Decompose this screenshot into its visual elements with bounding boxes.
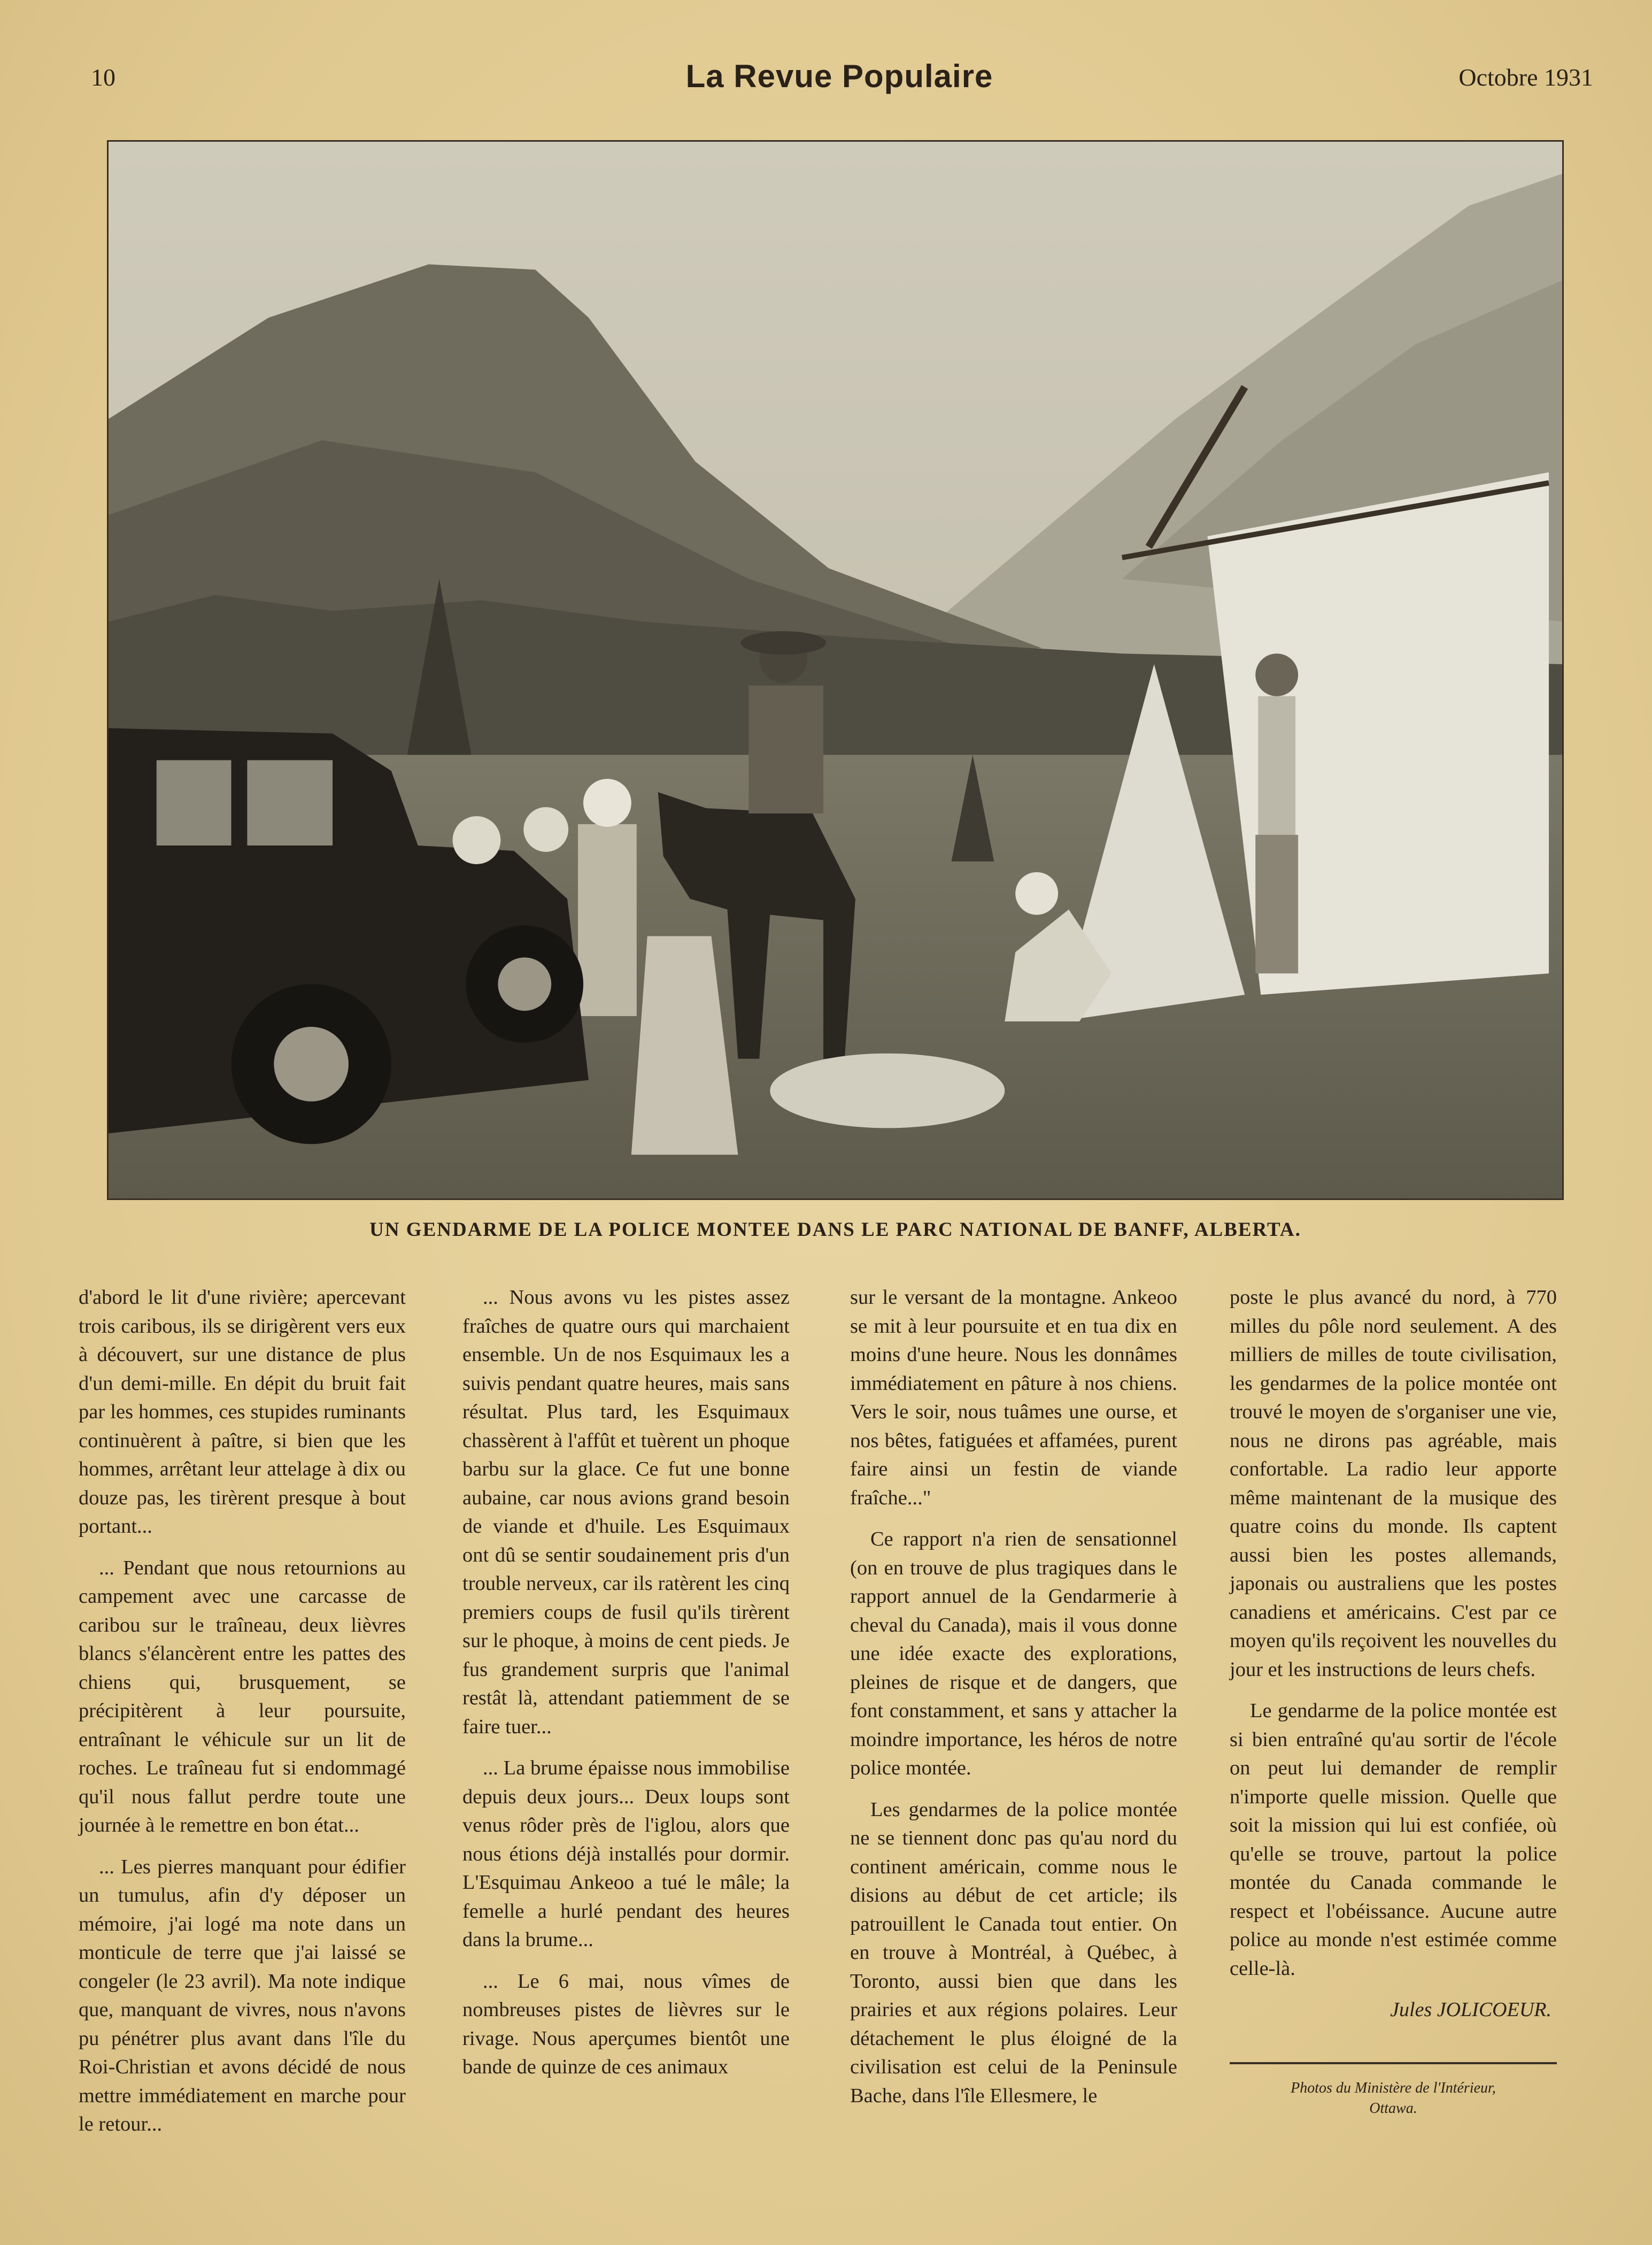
- paragraph: d'abord le lit d'une rivière; apercevant trois caribous, ils se dirigèrent vers eux à découvert, sur une distance de plus d'un demi-mille. En dépit du bruit fait par les hommes, ces stupides ruminants continuèrent à paître, si bien que les hommes, arrêtant leur attelage à dix ou douze pas, les tirèrent presque à bout portant...: [79, 1286, 406, 1537]
- paragraph: ... Pendant que nous retournions au campement avec une carcasse de caribou sur le traîneau, deux lièvres blancs s'élancèrent entre les pattes des chiens qui, brusquement, se précipitèrent à leur poursuite, entraînant le véhicule sur un lit de roches. Le traîneau fut si endommagé qu'il nous fallut perdre toute une journée à le remettre en bon état...: [79, 1556, 406, 1836]
- paragraph: ... Les pierres manquant pour édifier un tumulus, afin d'y déposer un mémoire, j'ai logé ma note dans un monticule de terre que j'ai laissé se congeler (le 23 avril). Ma note indique que, manquant de vivres, nous n'avons pu pénétrer plus avant dans l'île du Roi-Christian et avons décidé de nous mettre immédiatement en marche pour le retour...: [79, 1855, 406, 2135]
- paragraph: poste le plus avancé du nord, à 770 milles du pôle nord seulement. A des milliers de milles de toute civilisation, les gendarmes de la police montée ont trouvé le moyen de s'organiser une vie, nous ne dirons pas agréable, mais confortable. La radio leur apporte même maintenant de la musique des quatre coins du monde. Ils captent aussi bien les postes allemands, japonais ou australiens que les postes canadiens et américains. C'est par ce moyen qu'ils reçoivent les nouvelles du jour et les instructions de leurs chefs.: [1230, 1286, 1557, 1681]
- issue-date: Octobre 1931: [1458, 64, 1593, 91]
- paragraph: sur le versant de la montagne. Ankeoo se mit à leur poursuite et en tua dix en moins d'une heure. Nous les donnâmes immédiatement en pâture à nos chiens. Vers le soir, nous tuâmes une ourse, et nos bêtes, fatiguées et affamées, purent faire ainsi un festin de viande fraîche...": [850, 1286, 1177, 1509]
- photo-banff-campsite: [107, 140, 1564, 1200]
- running-head: [86, 58, 1593, 101]
- paragraph: ... Le 6 mai, nous vîmes de nombreuses pistes de lièvres sur le rivage. Nous aperçumes bientôt une bande de quinze de ces animaux: [462, 1970, 790, 2078]
- article-column-1: [79, 1283, 406, 2152]
- photo-credit: [1230, 2078, 1557, 2119]
- paragraph: ... La brume épaisse nous immobilise depuis deux jours... Deux loups sont venus rôder près de l'iglou, alors que nous étions déjà installés pour dormir. L'Esquimau Ankeoo a tué le mâle; la femelle a hurlé pendant des heures dans la brume...: [462, 1757, 790, 1951]
- article-column-3: [850, 1283, 1177, 2123]
- page-number: 10: [91, 64, 115, 91]
- magazine-title: La Revue Populaire: [685, 58, 993, 94]
- photo-credit-line: Photos du Ministère de l'Intérieur,: [1291, 2079, 1496, 2096]
- paragraph: ... Nous avons vu les pistes assez fraîches de quatre ours qui marchaient ensemble. Un de nos Esquimaux les a suivis pendant quatre heures, mais sans résultat. Plus tard, les Esquimaux chassèrent à l'affût et tuèrent un phoque barbu sur la glace. Ce fut une bonne aubaine, car nous avions grand besoin de viande et d'huile. Les Esquimaux ont dû se sentir soudainement pris d'un trouble nerveux, car ils ratèrent les cinq premiers coups de fusil qu'ils tirèrent sur le phoque, à moins de cent pieds. Je fus grandement surpris que l'animal restât là, attendant patiemment de se faire tuer...: [462, 1286, 790, 1738]
- author-signature: Jules JOLICOEUR.: [1390, 1998, 1551, 2021]
- photo-credit-line: Ottawa.: [1369, 2100, 1417, 2117]
- article-column-2: [462, 1283, 790, 2095]
- photo-illustration: [109, 142, 1562, 1198]
- paragraph: Les gendarmes de la police montée ne se tiennent donc pas qu'au nord du continent américain, comme nous le disions au début de cet article; ils patrouillent le Canada tout entier. On en trouve à Montréal, à Québec, à Toronto, aussi bien que dans les prairies et aux régions polaires. Leur détachement le plus éloigné de la civilisation est celui de la Peninsule Bache, dans l'île Ellesmere, le: [850, 1798, 1177, 2107]
- paragraph: Le gendarme de la police montée est si bien entraîné qu'au sortir de l'école on peut lui demander de remplir n'importe quelle mission. Quelle que soit la mission qui lui est confiée, où qu'elle se trouve, partout la police montée du Canada commande le respect et l'obéissance. Aucune autre police au monde n'est estimée comme celle-là.: [1230, 1700, 1557, 1980]
- photo-caption: UN GENDARME DE LA POLICE MONTEE DANS LE PARC NATIONAL DE BANFF, ALBERTA.: [369, 1219, 1301, 1241]
- divider-rule: [1230, 2062, 1557, 2064]
- article-column-4: [1230, 1283, 1557, 2119]
- paragraph: Ce rapport n'a rien de sensationnel (on en trouve de plus tragiques dans le rapport annuel de la Gendarmerie à cheval du Canada), mais il vous donne une idée exacte des explorations, pleines de risque et de dangers, que font constamment, et sans y attacher la moindre importance, les héros de notre police montée.: [850, 1528, 1177, 1779]
